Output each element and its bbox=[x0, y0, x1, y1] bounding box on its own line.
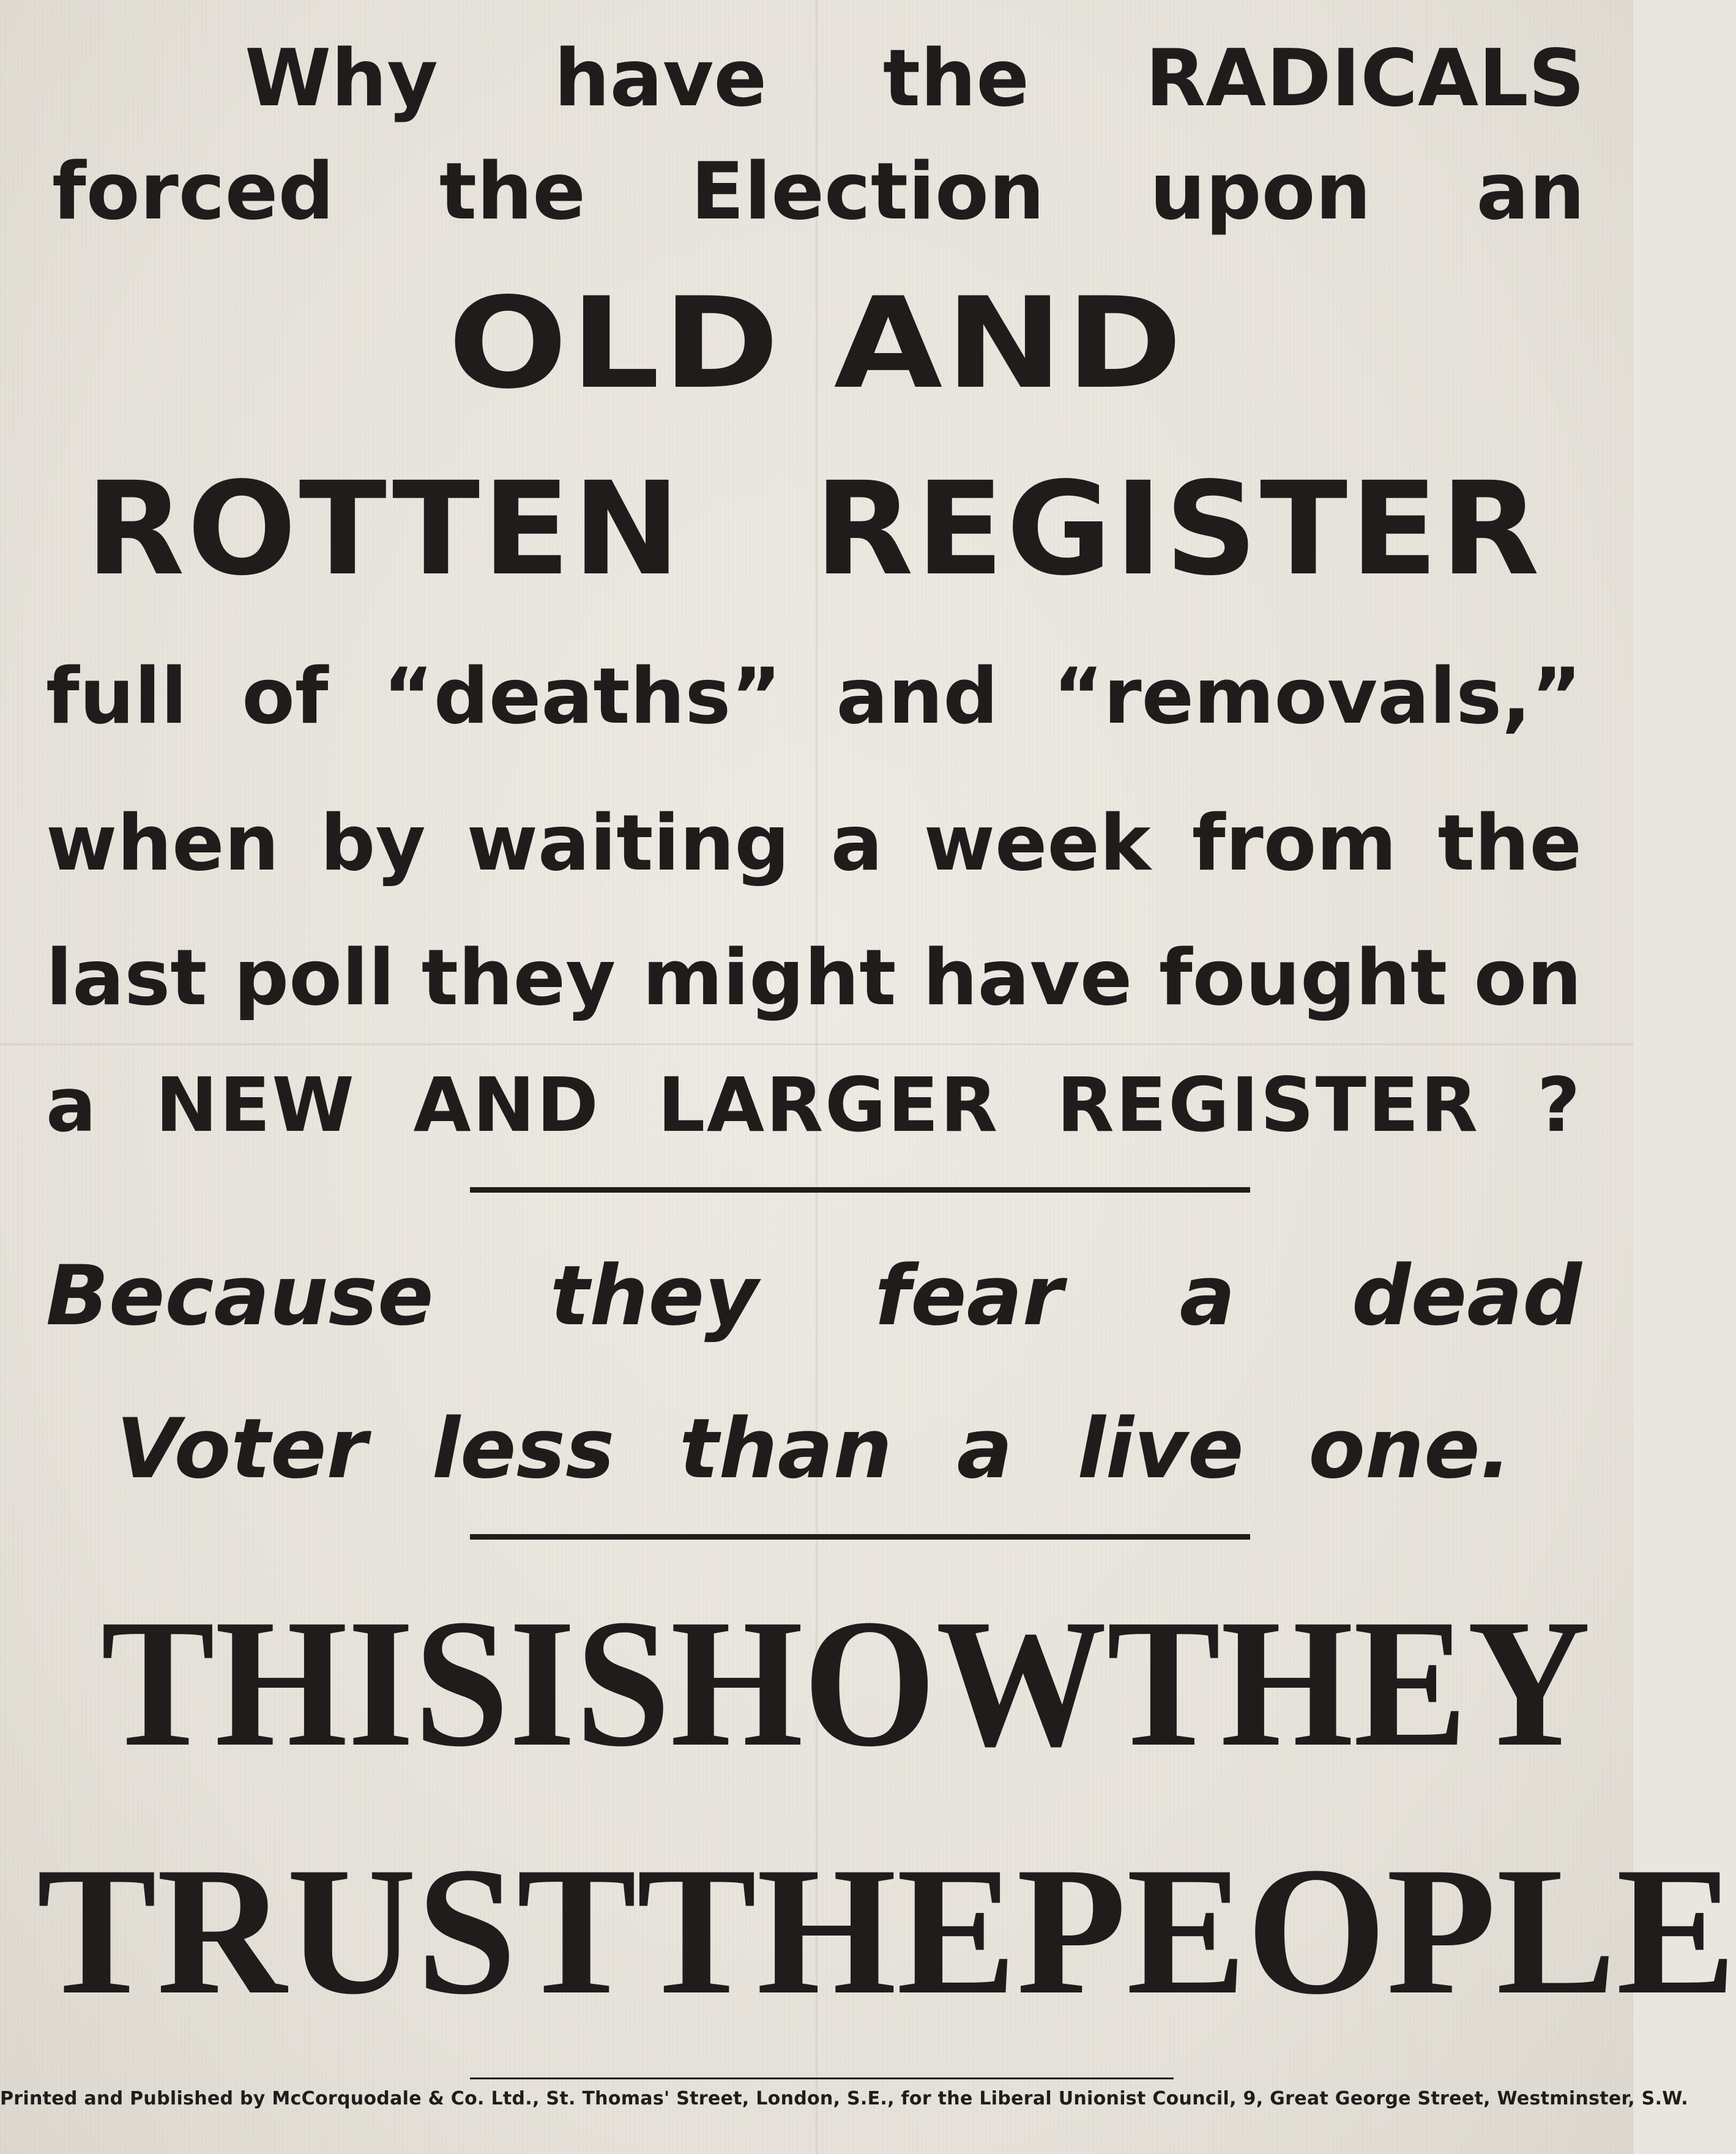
word: poll bbox=[234, 933, 395, 1023]
word: PEOPLE bbox=[1016, 1829, 1736, 2032]
body-line-1 bbox=[46, 651, 1582, 741]
word: Because bbox=[46, 1248, 434, 1344]
word: REGISTER bbox=[814, 454, 1542, 604]
word: dead bbox=[1352, 1248, 1582, 1344]
word: less bbox=[431, 1401, 615, 1497]
word: LARGER bbox=[657, 1062, 999, 1149]
word: forced bbox=[52, 146, 335, 237]
word: they bbox=[421, 933, 616, 1023]
paper-fold-horizontal bbox=[0, 1043, 1633, 1045]
word: a bbox=[46, 1062, 98, 1149]
word: on bbox=[1473, 933, 1582, 1023]
word: might bbox=[642, 933, 896, 1023]
word: one. bbox=[1308, 1401, 1511, 1497]
slogan-line-2 bbox=[37, 1829, 1736, 2032]
body-line-3 bbox=[46, 933, 1582, 1023]
word: THEY bbox=[1106, 1581, 1591, 1784]
word: an bbox=[1476, 146, 1585, 237]
word: last bbox=[46, 933, 207, 1023]
word: AND bbox=[413, 1062, 600, 1149]
word: fear bbox=[874, 1248, 1064, 1344]
headline-line-1 bbox=[245, 33, 1585, 124]
word: Why bbox=[245, 33, 438, 124]
word: live bbox=[1077, 1401, 1244, 1497]
word: the bbox=[882, 33, 1030, 124]
word: have bbox=[922, 933, 1133, 1023]
word: the bbox=[439, 146, 586, 237]
answer-line-2 bbox=[116, 1401, 1511, 1497]
word: ? bbox=[1537, 1062, 1582, 1149]
word: “deaths” bbox=[382, 651, 782, 741]
word: HOW bbox=[670, 1581, 1107, 1784]
word: they bbox=[549, 1248, 759, 1344]
word: a bbox=[956, 1401, 1013, 1497]
word: Voter bbox=[116, 1401, 368, 1497]
divider-rule bbox=[470, 1187, 1250, 1193]
word: fought bbox=[1158, 933, 1448, 1023]
word: than bbox=[679, 1401, 892, 1497]
body-line-4 bbox=[46, 1062, 1582, 1149]
word: ROTTEN bbox=[86, 454, 683, 604]
body-line-2 bbox=[46, 798, 1582, 888]
rotten-register-heading bbox=[86, 454, 1542, 604]
imprint-rule bbox=[470, 2078, 1174, 2079]
word: TRUST bbox=[37, 1829, 637, 2032]
word: when bbox=[46, 798, 280, 888]
word: full bbox=[46, 651, 187, 741]
word: REGISTER bbox=[1056, 1062, 1480, 1149]
word: Election bbox=[690, 146, 1045, 237]
word: NEW bbox=[155, 1062, 356, 1149]
word: waiting bbox=[466, 798, 790, 888]
divider-rule bbox=[470, 1534, 1250, 1540]
word: have bbox=[554, 33, 767, 124]
word: by bbox=[320, 798, 426, 888]
word: IS bbox=[509, 1581, 671, 1784]
word: a bbox=[830, 798, 883, 888]
slogan-line-1 bbox=[101, 1581, 1591, 1784]
word: RADICALS bbox=[1145, 33, 1585, 124]
word: THIS bbox=[101, 1581, 509, 1784]
word: a bbox=[1179, 1248, 1235, 1344]
answer-line-1 bbox=[46, 1248, 1582, 1344]
word: the bbox=[1437, 798, 1582, 888]
word: and bbox=[836, 651, 999, 741]
word: upon bbox=[1149, 146, 1371, 237]
word: week bbox=[923, 798, 1151, 888]
word: from bbox=[1191, 798, 1397, 888]
headline-line-2 bbox=[52, 146, 1585, 237]
word: “removals,” bbox=[1052, 651, 1582, 741]
word: THE bbox=[636, 1829, 1017, 2032]
old-and-heading: OLD AND bbox=[448, 271, 1185, 417]
word: of bbox=[242, 651, 329, 741]
printer-imprint: Printed and Published by McCorquodale & Co. Ltd., St. Thomas' Street, London, S.E., for the Liberal Unionist Council, 9, Great George Street, Westminster, S.W. bbox=[0, 2088, 1688, 2109]
